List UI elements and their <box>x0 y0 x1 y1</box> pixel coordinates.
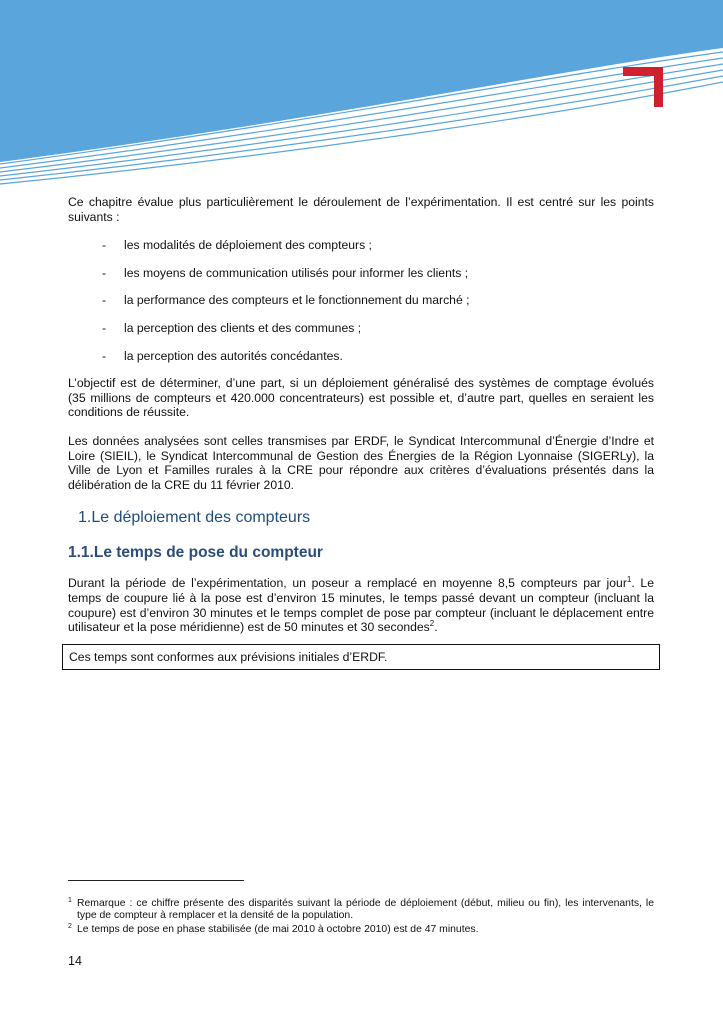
page-number: 14 <box>68 954 82 968</box>
footnote-ref-1[interactable]: 1 <box>626 575 632 585</box>
header-wave-banner <box>0 0 723 195</box>
list-item: - les modalités de déploiement des compteurs ; <box>102 238 372 253</box>
data-sources-paragraph: Les données analysées sont celles transmises par ERDF, le Syndicat Intercommunal d’Énergie d’Indre et Loire (SIEIL), le Syndicat Intercommunal de Gestion des Énergies de la Région Lyonnaise (SIGERLy), la Ville de Lyon et Familles rurales à la CRE pour répondre aux critères d’évaluations présentés dans la délibération de la CRE du 11 février 2010. <box>68 433 654 492</box>
section-1-heading: 1.Le déploiement des compteurs <box>78 509 311 527</box>
list-item: - la performance des compteurs et le fonctionnement du marché ; <box>102 293 470 308</box>
footnote-ref-2[interactable]: 2 <box>429 619 435 629</box>
section-1-1-heading: 1.1.Le temps de pose du compteur <box>68 544 323 562</box>
footnote-1: 1 Remarque : ce chiffre présente des disparités suivant la période de déploiement (début, milieu ou fin), les intervenants, le type de compteur à remplacer et la densité de la population. <box>68 897 654 922</box>
list-item: - la perception des clients et des communes ; <box>102 320 362 335</box>
footnote-separator <box>68 880 244 881</box>
pose-time-paragraph: Durant la période de l’expérimentation, un poseur a remplacé en moyenne 8,5 compteurs par jour$^1$. Le temps de coupure lié à la pose est d’environ 15 minutes, le temps passé devant un compteur (incluant la coupure) est d’environ 30 minutes et le temps complet de pose par compteur (incluant le déplacement entre utilisateur et la pose méridienne) est de 50 minutes et 30 secondes$^2$. <box>68 575 654 635</box>
list-item: - les moyens de communication utilisés pour informer les clients ; <box>102 265 469 280</box>
corner-mark-icon <box>623 67 663 107</box>
page-content <box>68 195 654 635</box>
intro-paragraph: Ce chapitre évalue plus particulièrement le déroulement de l’expérimentation. Il est centré sur les points suivants : <box>68 195 654 224</box>
list-item: - la perception des autorités concédantes. <box>102 348 343 363</box>
objective-paragraph: L’objectif est de déterminer, d’une part, si un déploiement généralisé des systèmes de comptage évolués (35 millions de compteurs et 420.000 concentrateurs) est possible et, d’autre part, quelles en seraient les conditions de réussite. <box>68 376 654 420</box>
conclusion-box: Ces temps sont conformes aux prévisions initiales d’ERDF. <box>62 644 660 670</box>
footnotes <box>68 898 654 937</box>
bullet-list <box>68 238 654 363</box>
footnote-2: 2 Le temps de pose en phase stabilisée (de mai 2010 à octobre 2010) est de 47 minutes. <box>68 922 479 935</box>
